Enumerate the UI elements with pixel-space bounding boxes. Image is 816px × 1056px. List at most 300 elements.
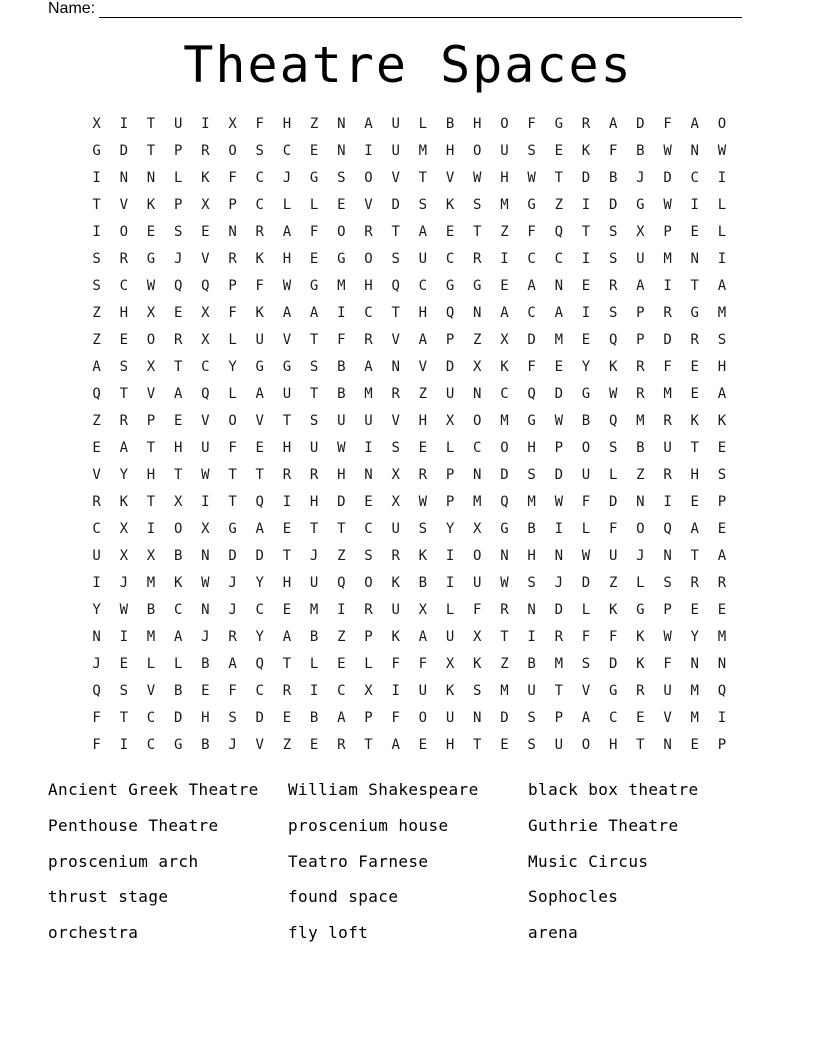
grid-letter: Q — [92, 386, 101, 402]
grid-letter: K — [636, 656, 645, 672]
word-list-item: orchestra — [48, 923, 139, 943]
grid-letter: U — [663, 683, 672, 699]
grid-letter: R — [663, 467, 672, 483]
grid-letter: L — [228, 332, 237, 348]
grid-letter: P — [228, 278, 237, 294]
grid-letter: L — [445, 440, 455, 456]
grid-letter: A — [337, 710, 346, 726]
grid-letter: C — [255, 602, 264, 618]
grid-letter: W — [554, 413, 563, 429]
grid-letter: T — [146, 116, 156, 132]
grid-letter: O — [146, 332, 156, 348]
grid-letter: T — [309, 386, 319, 402]
grid-letter: D — [391, 197, 400, 213]
grid-letter: E — [500, 278, 509, 294]
grid-letter: E — [255, 440, 264, 456]
grid-letter: U — [391, 602, 400, 618]
grid-letter: O — [228, 413, 237, 429]
grid-letter: M — [554, 656, 563, 672]
grid-letter: C — [418, 278, 428, 294]
grid-letter: V — [391, 332, 400, 348]
grid-letter: A — [173, 386, 183, 402]
grid-letter: W — [119, 602, 128, 618]
grid-letter: Y — [255, 629, 264, 645]
grid-letter: F — [608, 521, 618, 537]
grid-letter: V — [146, 683, 156, 699]
grid-letter: C — [364, 305, 373, 321]
grid-letter: C — [255, 170, 264, 186]
grid-letter: C — [690, 170, 699, 186]
grid-letter: Q — [608, 332, 618, 348]
grid-letter: O — [119, 224, 128, 240]
grid-letter: K — [418, 548, 428, 564]
grid-letter: A — [418, 332, 428, 348]
grid-letter: D — [119, 143, 128, 159]
grid-letter: G — [309, 278, 319, 294]
grid-letter: N — [119, 170, 128, 186]
grid-letter: N — [337, 116, 346, 132]
grid-letter: E — [445, 224, 455, 240]
grid-letter: K — [119, 494, 128, 510]
grid-letter: C — [364, 521, 373, 537]
grid-letter: X — [473, 521, 482, 537]
grid-letter: S — [608, 251, 618, 267]
grid-letter: X — [445, 656, 455, 672]
grid-letter: Q — [391, 278, 400, 294]
grid-letter: X — [92, 116, 101, 132]
grid-letter: B — [173, 548, 183, 564]
grid-letter: F — [391, 710, 400, 726]
grid-letter: T — [636, 737, 645, 753]
grid-letter: V — [391, 170, 400, 186]
grid-letter: E — [554, 143, 563, 159]
grid-letter: D — [663, 332, 672, 348]
grid-letter: T — [690, 278, 699, 294]
grid-letter: W — [201, 575, 210, 591]
grid-letter: B — [201, 737, 210, 753]
grid-letter: M — [337, 278, 346, 294]
grid-letter: D — [581, 575, 591, 591]
grid-letter: S — [418, 521, 428, 537]
grid-letter: H — [527, 548, 536, 564]
grid-letter: V — [255, 737, 264, 753]
grid-row — [83, 489, 736, 516]
grid-letter: D — [663, 170, 672, 186]
grid-letter: T — [554, 170, 563, 186]
grid-letter: T — [146, 143, 156, 159]
grid-letter: T — [228, 467, 237, 483]
grid-letter: R — [337, 737, 346, 753]
grid-letter: E — [500, 737, 509, 753]
grid-letter: X — [445, 413, 455, 429]
grid-letter: I — [445, 548, 455, 564]
grid-letter: P — [445, 467, 455, 483]
word-list-item: William Shakespeare — [288, 780, 479, 799]
grid-letter: W — [608, 386, 618, 402]
grid-letter: D — [608, 656, 618, 672]
grid-letter: H — [146, 467, 156, 483]
grid-letter: K — [146, 197, 156, 213]
grid-letter: B — [527, 521, 536, 537]
grid-letter: H — [282, 440, 292, 456]
grid-letter: E — [201, 683, 210, 699]
grid-letter: T — [173, 359, 183, 375]
grid-letter: P — [173, 143, 183, 159]
grid-row — [83, 597, 736, 624]
grid-letter: A — [636, 278, 645, 294]
grid-letter: I — [282, 494, 292, 510]
grid-letter: O — [500, 440, 509, 456]
grid-letter: J — [228, 602, 237, 618]
grid-letter: U — [445, 629, 455, 645]
grid-letter: F — [473, 602, 482, 618]
grid-letter: X — [364, 683, 373, 699]
grid-letter: Z — [500, 224, 509, 240]
grid-letter: D — [527, 332, 536, 348]
grid-letter: F — [663, 656, 672, 672]
grid-letter: R — [364, 602, 373, 618]
grid-letter: L — [309, 197, 319, 213]
grid-letter: R — [173, 332, 183, 348]
grid-letter: E — [717, 602, 727, 618]
grid-letter: N — [201, 602, 210, 618]
grid-letter: U — [527, 683, 536, 699]
grid-letter: P — [146, 413, 156, 429]
grid-letter: H — [500, 170, 509, 186]
grid-letter: I — [663, 278, 672, 294]
grid-letter: T — [282, 413, 292, 429]
grid-letter: C — [337, 683, 346, 699]
grid-letter: T — [309, 332, 319, 348]
grid-letter: E — [201, 224, 210, 240]
grid-letter: B — [146, 602, 156, 618]
grid-letter: R — [282, 683, 292, 699]
grid-letter: A — [173, 629, 183, 645]
grid-letter: C — [282, 143, 292, 159]
grid-letter: G — [690, 305, 699, 321]
grid-letter: J — [92, 656, 101, 672]
grid-letter: K — [255, 251, 264, 267]
grid-letter: H — [473, 116, 482, 132]
grid-letter: N — [473, 305, 482, 321]
grid-letter: V — [391, 413, 400, 429]
grid-letter: T — [554, 683, 563, 699]
grid-letter: L — [173, 170, 183, 186]
grid-letter: I — [500, 251, 509, 267]
grid-letter: D — [581, 170, 591, 186]
grid-letter: X — [119, 521, 128, 537]
grid-letter: I — [717, 251, 727, 267]
grid-letter: H — [282, 116, 292, 132]
grid-row — [83, 678, 736, 705]
grid-letter: G — [527, 197, 536, 213]
grid-letter: R — [255, 224, 264, 240]
grid-letter: R — [636, 683, 645, 699]
grid-letter: C — [92, 521, 101, 537]
grid-letter: R — [201, 143, 210, 159]
grid-letter: W — [581, 548, 591, 564]
grid-letter: X — [228, 116, 237, 132]
word-list — [48, 776, 768, 955]
grid-letter: U — [608, 548, 618, 564]
grid-letter: U — [255, 332, 264, 348]
grid-letter: B — [201, 656, 210, 672]
grid-letter: M — [663, 386, 672, 402]
grid-letter: S — [581, 656, 591, 672]
grid-letter: D — [608, 197, 618, 213]
grid-letter: P — [228, 197, 237, 213]
grid-letter: K — [581, 143, 591, 159]
grid-letter: R — [663, 413, 672, 429]
grid-letter: T — [282, 656, 292, 672]
grid-letter: H — [201, 710, 210, 726]
grid-letter: E — [282, 602, 292, 618]
grid-letter: M — [554, 332, 563, 348]
grid-letter: R — [690, 575, 699, 591]
grid-letter: Z — [500, 656, 509, 672]
grid-letter: X — [119, 548, 128, 564]
grid-letter: S — [527, 575, 536, 591]
grid-letter: N — [663, 548, 672, 564]
grid-letter: F — [608, 143, 618, 159]
grid-letter: N — [690, 251, 699, 267]
grid-letter: I — [717, 170, 727, 186]
grid-letter: F — [337, 332, 346, 348]
grid-letter: Y — [690, 629, 699, 645]
grid-letter: K — [690, 413, 699, 429]
grid-letter: V — [119, 197, 128, 213]
grid-letter: R — [92, 494, 101, 510]
grid-letter: G — [636, 602, 645, 618]
grid-letter: C — [255, 197, 264, 213]
grid-letter: S — [473, 197, 482, 213]
grid-letter: R — [418, 467, 428, 483]
grid-letter: E — [309, 737, 319, 753]
grid-letter: H — [309, 494, 319, 510]
grid-letter: A — [500, 305, 509, 321]
grid-letter: A — [690, 521, 699, 537]
grid-letter: A — [717, 548, 727, 564]
grid-letter: A — [608, 116, 618, 132]
grid-letter: O — [364, 251, 373, 267]
grid-letter: O — [581, 737, 591, 753]
grid-letter: U — [418, 251, 428, 267]
grid-letter: A — [364, 116, 373, 132]
name-underline — [99, 2, 742, 18]
grid-letter: S — [418, 197, 428, 213]
grid-letter: Z — [92, 332, 101, 348]
grid-letter: I — [337, 305, 346, 321]
grid-letter: E — [717, 521, 727, 537]
grid-letter: B — [337, 386, 346, 402]
grid-letter: L — [146, 656, 156, 672]
grid-letter: Y — [92, 602, 101, 618]
grid-letter: D — [255, 548, 264, 564]
grid-letter: E — [119, 332, 128, 348]
grid-letter: R — [119, 413, 128, 429]
grid-letter: M — [690, 683, 699, 699]
grid-letter: D — [636, 116, 645, 132]
grid-letter: Q — [717, 683, 727, 699]
grid-letter: Z — [418, 386, 428, 402]
grid-letter: N — [337, 143, 346, 159]
grid-letter: G — [445, 278, 455, 294]
grid-letter: Q — [554, 224, 563, 240]
grid-row — [83, 624, 736, 651]
grid-letter: E — [282, 521, 292, 537]
grid-letter: S — [92, 278, 101, 294]
grid-letter: D — [255, 710, 264, 726]
grid-letter: E — [690, 602, 699, 618]
grid-letter: T — [282, 548, 292, 564]
grid-letter: V — [201, 413, 210, 429]
grid-letter: F — [418, 656, 428, 672]
grid-letter: I — [92, 224, 101, 240]
grid-letter: T — [690, 548, 699, 564]
grid-letter: N — [92, 629, 101, 645]
grid-row — [83, 111, 736, 138]
grid-letter: T — [255, 467, 264, 483]
grid-letter: G — [473, 278, 482, 294]
grid-letter: P — [717, 494, 727, 510]
grid-letter: I — [364, 440, 373, 456]
grid-letter: B — [608, 170, 618, 186]
grid-row — [83, 732, 736, 759]
grid-letter: U — [636, 251, 645, 267]
grid-letter: U — [173, 116, 183, 132]
grid-letter: Z — [473, 332, 482, 348]
grid-letter: T — [391, 224, 400, 240]
grid-letter: F — [228, 440, 237, 456]
grid-letter: B — [309, 710, 319, 726]
grid-letter: U — [391, 143, 400, 159]
grid-letter: H — [282, 251, 292, 267]
grid-letter: W — [146, 278, 156, 294]
grid-row — [83, 138, 736, 165]
grid-letter: N — [554, 278, 563, 294]
grid-letter: I — [690, 197, 699, 213]
grid-letter: I — [717, 710, 727, 726]
grid-letter: E — [282, 710, 292, 726]
grid-letter: U — [473, 575, 482, 591]
grid-letter: I — [119, 737, 128, 753]
grid-letter: Z — [337, 548, 346, 564]
grid-letter: N — [527, 602, 536, 618]
grid-letter: S — [608, 305, 618, 321]
grid-letter: R — [608, 278, 618, 294]
grid-letter: B — [445, 116, 455, 132]
grid-row — [83, 165, 736, 192]
grid-letter: B — [173, 683, 183, 699]
grid-letter: Q — [527, 386, 536, 402]
grid-letter: U — [445, 710, 455, 726]
grid-letter: D — [228, 548, 237, 564]
grid-letter: R — [636, 359, 645, 375]
grid-letter: Y — [581, 359, 591, 375]
grid-letter: P — [554, 710, 563, 726]
grid-letter: L — [581, 602, 591, 618]
grid-letter: T — [337, 521, 346, 537]
grid-letter: S — [527, 737, 536, 753]
grid-letter: Z — [337, 629, 346, 645]
grid-letter: F — [228, 305, 237, 321]
grid-letter: V — [92, 467, 101, 483]
grid-letter: X — [201, 197, 210, 213]
grid-letter: H — [527, 440, 536, 456]
grid-letter: E — [364, 494, 373, 510]
grid-letter: X — [473, 629, 482, 645]
grid-letter: Q — [608, 413, 618, 429]
grid-letter: O — [636, 521, 645, 537]
grid-letter: J — [201, 629, 210, 645]
grid-letter: A — [418, 224, 428, 240]
grid-row — [83, 543, 736, 570]
grid-letter: P — [717, 737, 727, 753]
grid-letter: V — [663, 710, 672, 726]
grid-letter: A — [717, 386, 727, 402]
grid-letter: K — [445, 683, 455, 699]
grid-letter: B — [309, 629, 319, 645]
grid-letter: E — [173, 413, 183, 429]
grid-letter: A — [717, 278, 727, 294]
grid-letter: X — [146, 305, 156, 321]
grid-letter: E — [554, 359, 563, 375]
grid-letter: R — [228, 629, 237, 645]
grid-letter: C — [473, 440, 482, 456]
grid-letter: S — [337, 170, 346, 186]
grid-letter: Z — [92, 413, 101, 429]
grid-letter: S — [527, 143, 536, 159]
name-field — [48, 0, 742, 18]
grid-letter: O — [500, 116, 509, 132]
grid-letter: E — [337, 656, 346, 672]
grid-letter: M — [309, 602, 319, 618]
grid-letter: O — [228, 143, 237, 159]
grid-letter: S — [119, 683, 128, 699]
grid-letter: A — [282, 224, 292, 240]
grid-letter: F — [228, 170, 237, 186]
grid-row — [83, 354, 736, 381]
grid-letter: F — [391, 656, 400, 672]
grid-letter: V — [581, 683, 591, 699]
grid-letter: L — [717, 197, 727, 213]
grid-letter: X — [418, 602, 428, 618]
grid-letter: X — [201, 521, 210, 537]
grid-letter: B — [581, 413, 591, 429]
grid-letter: B — [418, 575, 428, 591]
grid-letter: W — [717, 143, 727, 159]
grid-letter: E — [690, 386, 699, 402]
grid-letter: P — [364, 710, 373, 726]
grid-letter: J — [173, 251, 183, 267]
grid-letter: X — [473, 359, 482, 375]
grid-row — [83, 570, 736, 597]
grid-letter: R — [554, 629, 563, 645]
grid-letter: F — [608, 629, 618, 645]
grid-letter: Q — [255, 494, 264, 510]
grid-letter: A — [418, 629, 428, 645]
grid-letter: R — [119, 251, 128, 267]
grid-row — [83, 273, 736, 300]
grid-letter: C — [201, 359, 210, 375]
grid-row — [83, 462, 736, 489]
grid-letter: X — [146, 548, 156, 564]
grid-letter: S — [173, 224, 183, 240]
grid-letter: A — [255, 386, 264, 402]
grid-letter: R — [690, 332, 699, 348]
grid-letter: E — [337, 197, 346, 213]
grid-letter: P — [364, 629, 373, 645]
